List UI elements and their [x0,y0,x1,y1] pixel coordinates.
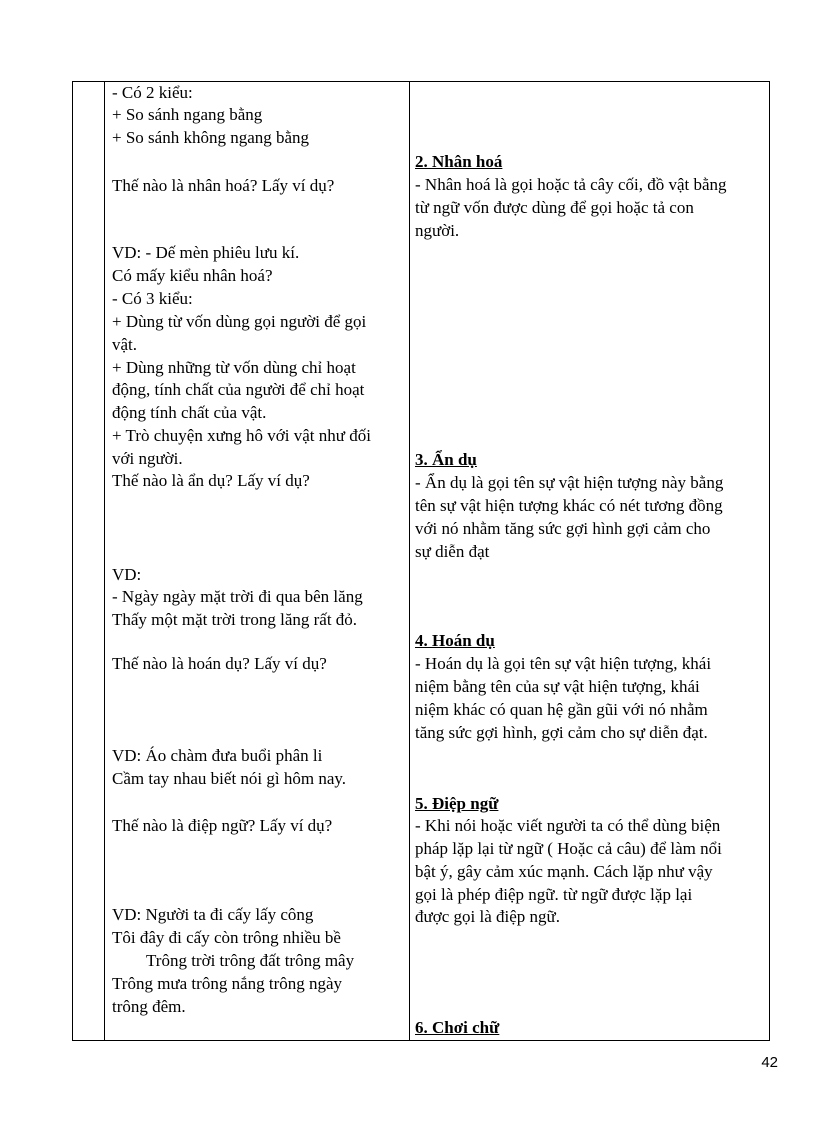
left-line: Thế nào là hoán dụ? Lấy ví dụ? [112,654,327,673]
right-line: bật ý, gây cảm xúc mạnh. Cách lặp như vậy [415,862,713,881]
right-line: - Nhân hoá là gọi hoặc tả cây cối, đồ vật bằng [415,175,727,194]
column-divider-1 [104,82,105,1040]
section-heading: 5. Điệp ngữ [415,794,499,813]
left-line: Tôi đây đi cấy còn trông nhiều bề [112,928,341,947]
section-heading: 6. Chơi chữ [415,1018,500,1037]
right-line: - Ẩn dụ là gọi tên sự vật hiện tượng này bằng [415,473,724,492]
left-line: vật. [112,335,138,354]
left-line: + So sánh ngang bằng [112,105,263,124]
left-line: + Dùng từ vốn dùng gọi người để gọi [112,312,367,331]
left-line: + So sánh không ngang bằng [112,128,310,147]
left-line: với người. [112,449,183,468]
right-line: từ ngữ vốn được dùng để gọi hoặc tả con [415,198,694,217]
left-line: VD: - Dế mèn phiêu lưu kí. [112,243,300,262]
section-heading: 4. Hoán dụ [415,631,495,650]
left-line: động, tính chất của người để chỉ hoạt [112,380,365,399]
left-line: Thế nào là nhân hoá? Lấy ví dụ? [112,176,335,195]
left-line: + Dùng những từ vốn dùng chỉ hoạt [112,358,356,377]
right-line: được gọi là điệp ngữ. [415,907,560,926]
left-line: - Ngày ngày mặt trời đi qua bên lăng [112,587,363,606]
right-line: tăng sức gợi hình, gợi cảm cho sự diễn đạt. [415,723,708,742]
left-line: - Có 3 kiểu: [112,289,193,308]
left-line: VD: Áo chàm đưa buổi phân li [112,746,323,765]
right-line: pháp lặp lại từ ngữ ( Hoặc cả câu) để làm nổi [415,839,722,858]
left-line: động tính chất của vật. [112,403,267,422]
right-line: niệm khác có quan hệ gần gũi với nó nhằm [415,700,708,719]
left-line: VD: Người ta đi cấy lấy công [112,905,314,924]
right-line: - Hoán dụ là gọi tên sự vật hiện tượng, khái [415,654,712,673]
page-number: 42 [761,1054,778,1071]
section-heading: 2. Nhân hoá [415,152,503,171]
left-line: + Trò chuyện xưng hô với vật như đối [112,426,371,445]
left-line: Trông mưa trông nắng trông ngày [112,974,343,993]
right-line: - Khi nói hoặc viết người ta có thể dùng biện [415,816,721,835]
column-divider-2 [409,82,410,1040]
right-line: niệm bằng tên của sự vật hiện tượng, khái [415,677,700,696]
section-heading: 3. Ẩn dụ [415,450,477,469]
right-line: tên sự vật hiện tượng khác có nét tương đồng [415,496,723,515]
left-line: - Có 2 kiểu: [112,83,193,102]
right-line: người. [415,221,460,240]
right-line: với nó nhằm tăng sức gợi hình gợi cảm cho [415,519,711,538]
left-line: Cầm tay nhau biết nói gì hôm nay. [112,769,347,788]
left-line: Trông trời trông đất trông mây [146,951,355,970]
left-line: Có mấy kiểu nhân hoá? [112,266,273,285]
right-line: gọi là phép điệp ngữ. từ ngữ được lặp lại [415,885,693,904]
left-line: Thấy một mặt trời trong lăng rất đỏ. [112,610,358,629]
left-line: trông đêm. [112,997,186,1016]
left-line: Thế nào là điệp ngữ? Lấy ví dụ? [112,816,333,835]
left-line: VD: [112,565,142,584]
content-table [72,81,770,1041]
right-line: sự diễn đạt [415,542,490,561]
left-line: Thế nào là ẩn dụ? Lấy ví dụ? [112,471,310,490]
